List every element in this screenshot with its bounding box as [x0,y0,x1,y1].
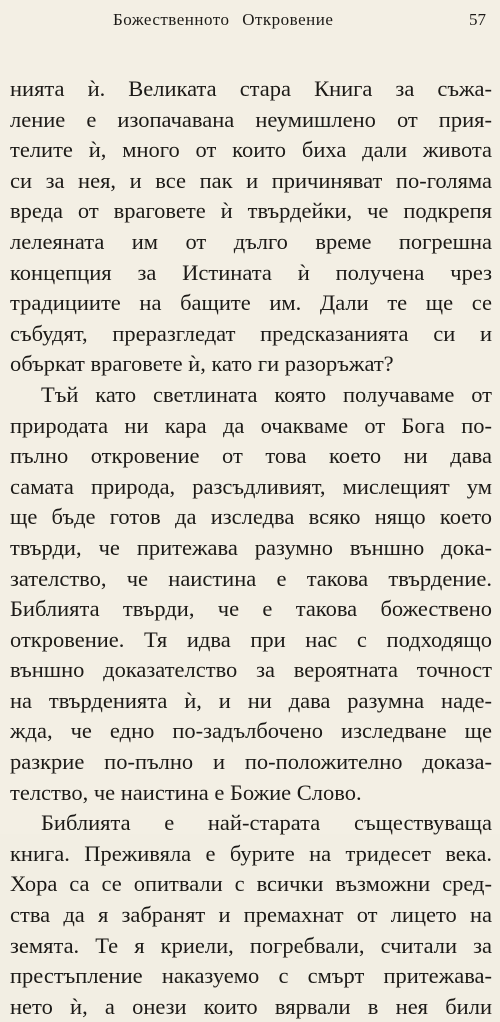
text-line: откровение. Тя идва при нас с подходящо [10,626,492,652]
page-number: 57 [469,10,486,29]
text-line: традициите на бащите им. Дали те ще се [10,290,492,316]
text-line: вреда от враговете ѝ твърдейки, че подкрепя [10,198,492,224]
text-line: престъпление наказуемо с смърт притежава- [10,963,492,989]
paragraph [10,380,492,808]
text-line: Библията е най-старата съществуваща [41,810,492,836]
text-line: жда, че едно по-задълбочено изследване ще [10,718,492,744]
text-line: ще бъде готов да изследва всяко нящо което [10,504,492,530]
running-title: Божественното Откровение [113,10,334,29]
text-line: телите ѝ, много от които биха дали живота [10,137,492,163]
text-line: ства да я забранят и премахнат от лицето на [10,902,492,928]
text-line: си за нея, и все пак и причиняват по-голяма [10,167,492,193]
text-line: нето ѝ, а онези които вярвали в нея били [10,993,492,1019]
running-head [0,8,500,32]
text-line: Хора са се опитвали с всички възможни сред- [10,871,492,897]
text-line: концепция за Истината ѝ получена чрез [10,259,492,285]
text-line: Тъй като светлината която получаваме от [41,381,492,407]
text-line: нията ѝ. Великата стара Книга за съжа- [10,76,492,101]
text-line: на твърденията ѝ, и ни дава разумна наде- [10,687,492,713]
text-line: разкрие по-пълно и по-положително доказа- [10,749,492,775]
text-line: самата природа, разсъдливият, мислещият ум [10,473,492,499]
text-line: зателство, че наистина е такова твърдение. [10,565,492,591]
body-text [10,74,492,1022]
text-line: събудят, преразгледат предсказанията си и [10,320,492,346]
text-line: външно доказателство за вероятната точност [10,657,492,683]
text-line: Библията твърди, че е такова божествено [10,596,492,622]
text-line: лелеяната им от дълго време погрешна [10,228,492,254]
text-line: телство, че наистина е Божие Слово. [10,779,362,805]
text-line: пълно откровение от това което ни дава [10,443,492,469]
paragraph [10,74,492,380]
text-line: земята. Те я криели, погребвали, считали за [10,932,492,958]
text-line: природата ни кара да очакваме от Бога по- [10,412,492,438]
text-line: ление е изопачавана неумишлено от прия- [10,106,492,132]
paragraph [10,808,492,1022]
text-line: объркат враговете ѝ, като ги разоръжат? [10,351,394,377]
text-line: книга. Преживяла е бурите на тридесет века. [10,840,492,866]
text-line: твърди, че притежава разумно външно дока- [10,534,492,560]
